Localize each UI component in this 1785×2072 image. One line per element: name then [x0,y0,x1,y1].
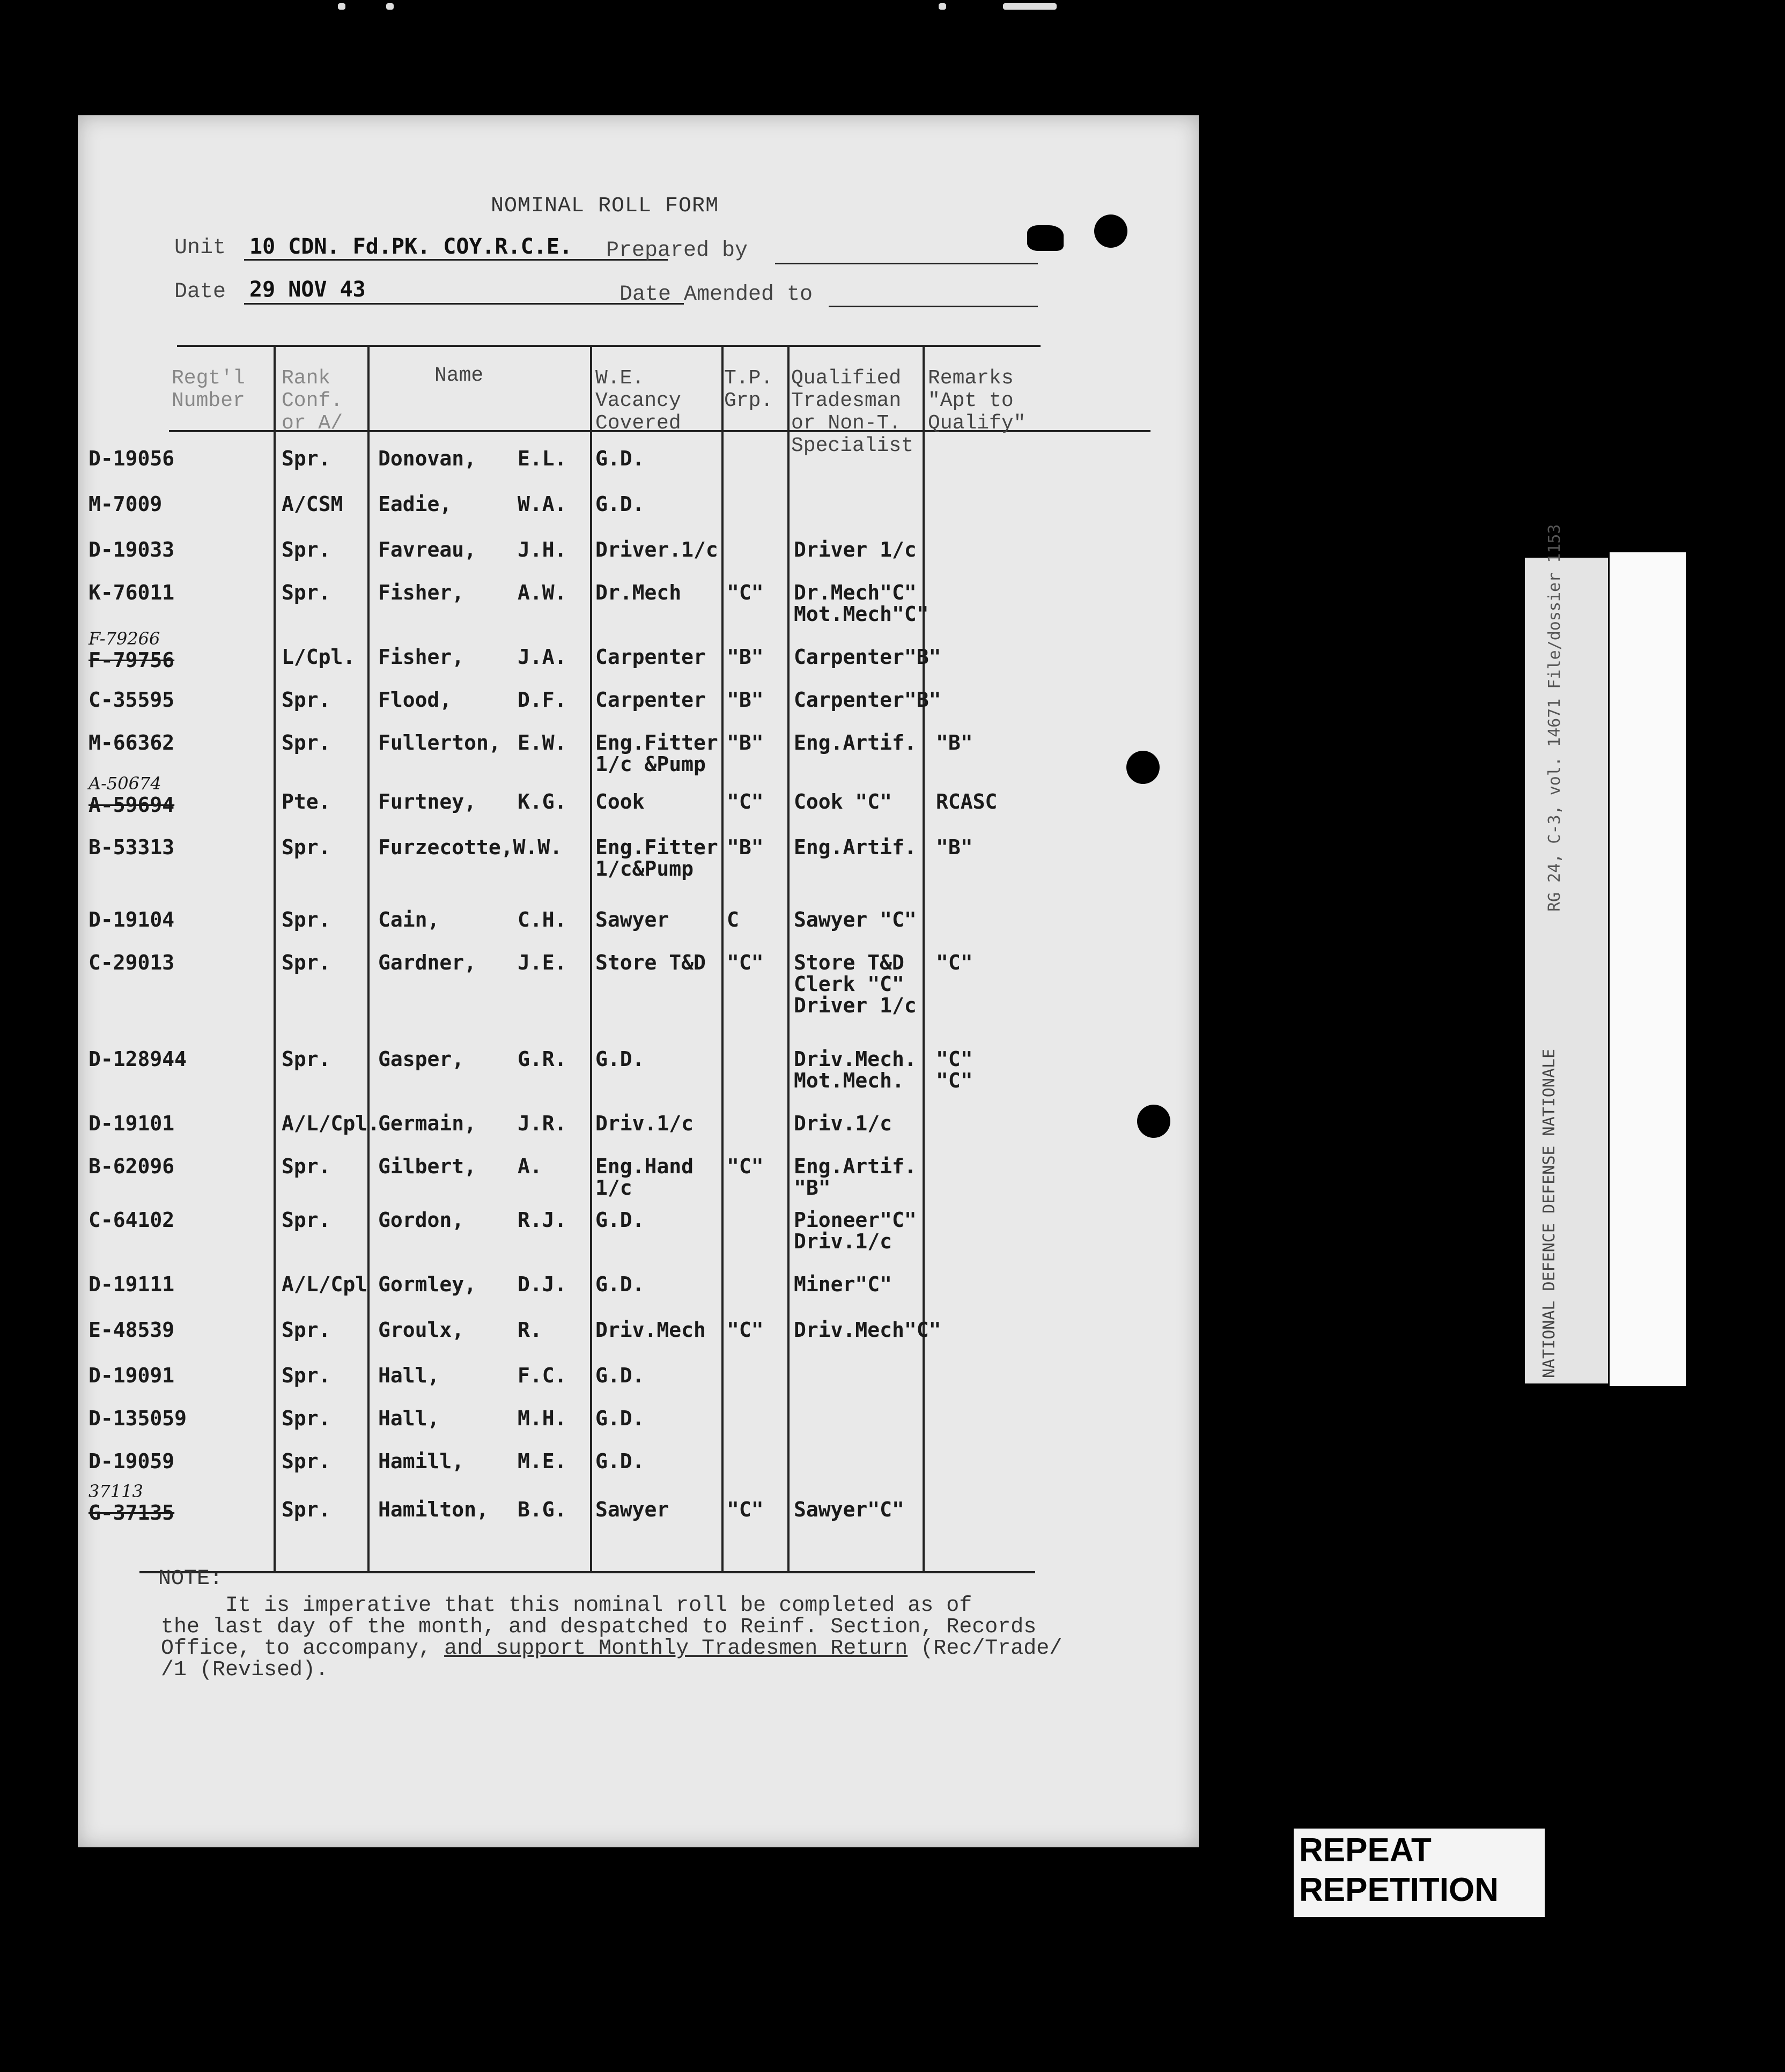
we-vacancy-cell: G.D. [595,1047,645,1071]
name-cell: Hall, [378,1407,440,1430]
date-amended-label: Date Amended to [619,283,813,307]
punch-hole [1094,214,1127,248]
regtl-number-cell: E-48539 [88,1318,175,1342]
we-vacancy-cell: Store T&D [595,951,706,974]
repeat-stamp-line2: REPETITION [1299,1871,1499,1908]
remarks-cell: "C" [936,951,973,974]
regtl-number-cell: D-19059 [88,1449,175,1473]
archive-label-strip [1525,524,1728,1386]
date-underline [244,303,684,305]
regtl-number-cell: D-19101 [88,1112,175,1135]
table-row [78,539,1199,582]
table-row [78,1481,1199,1542]
rank-cell: Spr. [282,538,331,561]
regtl-number-cell: D-128944 [88,1047,187,1071]
remarks-cell: "C" "C" [936,1047,973,1092]
tp-grp-cell: C [727,908,739,931]
name-cell: Gordon, [378,1208,464,1232]
regtl-number-cell: K-76011 [88,581,175,604]
regtl-number-cell: C-29013 [88,951,175,974]
regtl-number-cell [88,773,175,817]
qualified-cell: Sawyer"C" [794,1498,904,1521]
archive-reference: RG 24, C-3, vol. 14671 File/dossier 1153 [1545,524,1564,912]
unit-label: Unit [174,236,226,260]
remarks-cell: "B" [936,835,973,859]
initials-cell: B.G. [518,1498,567,1521]
regtl-number-cell [88,628,175,672]
regtl-number-cell: B-53313 [88,835,175,859]
rank-cell: A/L/Cpl [282,1272,368,1296]
we-vacancy-cell: Cook [595,790,645,813]
regtl-number-cell: D-19111 [88,1272,175,1296]
col-header-regtl-number: Regt'l Number [172,367,245,412]
regtl-number-cell [88,1481,175,1525]
col-header-tp-grp: T.P. Grp. [724,367,773,412]
table-row [78,732,1199,775]
initials-cell: M.H. [518,1407,567,1430]
qualified-cell: Eng.Artif. "B" [794,1155,917,1200]
we-vacancy-cell: G.D. [595,492,645,516]
nominal-roll-sheet [78,115,1199,1847]
rank-cell: Spr. [282,1407,331,1430]
name-cell: Germain, [378,1112,477,1135]
we-vacancy-cell: Eng.Fitter 1/c&Pump [595,835,718,880]
tp-grp-cell: "C" [727,1318,764,1342]
we-vacancy-cell: G.D. [595,1364,645,1387]
regtl-number-cell: B-62096 [88,1155,175,1178]
we-vacancy-cell: Driver.1/c [595,538,718,561]
initials-cell: J.A. [518,645,567,669]
handwritten-correction: A-50674 [88,773,161,794]
form-title: NOMINAL ROLL FORM [491,194,719,218]
department-label: NATIONAL DEFENCE DEFENSE NATIONALE [1540,1048,1559,1378]
name-cell: Favreau, [378,538,477,561]
table-row [78,628,1199,689]
table-row [78,1209,1199,1252]
name-cell: Hamill, [378,1449,464,1473]
rank-cell: Spr. [282,688,331,712]
tp-grp-cell: "C" [727,790,764,813]
rank-cell: Spr. [282,1155,331,1178]
archive-strip-left [1525,524,1608,1383]
tp-grp-cell: "B" [727,688,764,712]
name-cell: Cain, [378,908,440,931]
qualified-cell: Sawyer "C" [794,908,917,931]
regtl-number-cell: D-135059 [88,1407,187,1430]
name-cell: Fullerton, [378,731,501,754]
initials-cell: G.R. [518,1047,567,1071]
name-cell: Fisher, [378,581,464,604]
we-vacancy-cell: Sawyer [595,908,669,931]
note-label: NOTE: [158,1567,223,1591]
name-cell: Furtney, [378,790,477,813]
name-cell: Gilbert, [378,1155,477,1178]
rank-cell: A/L/Cpl. [282,1112,380,1135]
qualified-cell: Miner"C" [794,1272,893,1296]
we-vacancy-cell: Carpenter [595,688,706,712]
initials-cell: E.L. [518,447,567,470]
qualified-cell: Pioneer"C" Driv.1/c [794,1208,917,1253]
archive-strip-right [1610,552,1728,1386]
initials-cell: J.E. [518,951,567,974]
unit-value: 10 CDN. Fd.PK. COY.R.C.E. [249,234,573,259]
name-cell: Hamilton, [378,1498,489,1521]
qualified-cell: Driv.1/c [794,1112,893,1135]
tp-grp-cell: "B" [727,731,764,754]
name-cell: Flood, [378,688,452,712]
rank-cell: Spr. [282,1498,331,1521]
initials-cell: C.H. [518,908,567,931]
table-row [78,1451,1199,1493]
prepared-by-label: Prepared by [606,239,748,263]
rank-cell: Spr. [282,581,331,604]
handwritten-correction: 37113 [88,1481,143,1501]
table-row [78,773,1199,834]
rank-cell: Spr. [282,1047,331,1071]
rank-cell: Spr. [282,1449,331,1473]
tp-grp-cell: "B" [727,835,764,859]
we-vacancy-cell: G.D. [595,447,645,470]
col-header-rank: Rank Conf. or A/ [282,367,343,435]
struck-regtl-number: A-59694 [88,793,175,817]
archives-name: National Archives of Canada Archives nationales du Canada [1704,581,1728,1134]
tp-grp-cell: "B" [727,645,764,669]
regtl-number-cell: D-19033 [88,538,175,561]
date-label: Date [174,280,226,304]
table-row [78,1365,1199,1408]
col-header-we-vacancy: W.E. Vacancy Covered [595,367,681,435]
remarks-cell: RCASC [936,790,998,813]
name-cell: Hall, [378,1364,440,1387]
regtl-number-cell: D-19104 [88,908,175,931]
name-cell: Eadie, [378,492,452,516]
table-row [78,493,1199,536]
rank-cell: Pte. [282,790,331,813]
we-vacancy-cell: Driv.1/c [595,1112,694,1135]
rank-cell: Spr. [282,835,331,859]
table-row [78,1113,1199,1156]
regtl-number-cell: M-66362 [88,731,175,754]
regtl-number-cell: C-64102 [88,1208,175,1232]
table-row [78,951,1199,1017]
table-row [78,909,1199,952]
date-value: 29 NOV 43 [249,277,366,302]
initials-cell: J.H. [518,538,567,561]
qualified-cell: Driver 1/c [794,538,917,561]
rank-cell: Spr. [282,1364,331,1387]
initials-cell: M.E. [518,1449,567,1473]
qualified-cell: Driv.Mech"C" [794,1318,941,1342]
tp-grp-cell: "C" [727,1498,764,1521]
regtl-number-cell: M-7009 [88,492,163,516]
qualified-cell: Carpenter"B" [794,688,941,712]
handwritten-correction: F-79266 [88,628,160,649]
rank-cell: Spr. [282,731,331,754]
qualified-cell: Cook "C" [794,790,893,813]
prepared-by-field [775,263,1038,264]
table-row [78,1048,1199,1091]
note-text-underlined: and support Monthly Tradesmen Return [444,1637,908,1661]
qualified-cell: Store T&D Clerk "C" Driver 1/c [794,951,917,1017]
repeat-stamp-line1: REPEAT [1299,1832,1432,1869]
name-cell: Furzecotte,W.W. [378,835,563,859]
rank-cell: Spr. [282,908,331,931]
qualified-cell: Dr.Mech"C" Mot.Mech"C" [794,581,929,626]
qualified-cell: Driv.Mech. Mot.Mech. [794,1047,917,1092]
rank-cell: Spr. [282,1318,331,1342]
initials-cell: F.C. [518,1364,567,1387]
initials-cell: D.J. [518,1272,567,1296]
rank-cell: Spr. [282,951,331,974]
initials-cell: D.F. [518,688,567,712]
we-vacancy-cell: Eng.Fitter 1/c &Pump [595,731,718,776]
unit-underline [244,259,668,261]
table-row [78,448,1199,491]
col-header-remarks: Remarks "Apt to Qualify" [928,367,1026,435]
ink-mark [1027,225,1064,251]
tp-grp-cell: "C" [727,951,764,974]
table-row [78,1319,1199,1362]
initials-cell: R. [518,1318,542,1342]
name-cell: Groulx, [378,1318,464,1342]
name-cell: Gormley, [378,1272,477,1296]
we-vacancy-cell: Eng.Hand 1/c [595,1155,694,1200]
film-edge-marks [333,0,1062,16]
rank-cell: Spr. [282,1208,331,1232]
struck-regtl-number: G-37135 [88,1501,175,1525]
we-vacancy-cell: Driv.Mech [595,1318,706,1342]
we-vacancy-cell: G.D. [595,1407,645,1430]
table-row [78,1156,1199,1198]
regtl-number-cell: C-35595 [88,688,175,712]
initials-cell: J.R. [518,1112,567,1135]
rank-cell: L/Cpl. [282,645,356,669]
table-row [78,582,1199,625]
remarks-cell: "B" [936,731,973,754]
qualified-cell: Eng.Artif. [794,835,917,859]
note-text-part: It is imperative that this nominal roll be completed as of the last day of the month, and despatched to Reinf. Section, Records Office, to accompany, [161,1594,1037,1661]
initials-cell: E.W. [518,731,567,754]
qualified-cell: Carpenter"B" [794,645,941,669]
we-vacancy-cell: Sawyer [595,1498,669,1521]
col-header-qualified: Qualified Tradesman or Non-T. Specialist [791,367,914,457]
qualified-cell: Eng.Artif. [794,731,917,754]
table-row [78,837,1199,879]
initials-cell: A.W. [518,581,567,604]
we-vacancy-cell: G.D. [595,1272,645,1296]
regtl-number-cell: D-19091 [88,1364,175,1387]
name-cell: Gardner, [378,951,477,974]
table-row [78,1274,1199,1316]
we-vacancy-cell: G.D. [595,1449,645,1473]
col-header-name: Name [434,364,484,387]
rank-cell: Spr. [282,447,331,470]
initials-cell: K.G. [518,790,567,813]
we-vacancy-cell: Dr.Mech [595,581,682,604]
date-amended-field [829,306,1038,307]
tp-grp-cell: "C" [727,1155,764,1178]
initials-cell: A. [518,1155,542,1178]
note-text [161,1595,1180,1681]
rank-cell: A/CSM [282,492,343,516]
table-row [78,1408,1199,1451]
name-cell: Gasper, [378,1047,464,1071]
we-vacancy-cell: Carpenter [595,645,706,669]
note-text-part: (Rec/Trade/ /1 (Revised). [161,1637,1063,1682]
repeat-stamp [1294,1829,1545,1917]
table-top-rule [177,345,1041,347]
tp-grp-cell: "C" [727,581,764,604]
struck-regtl-number: F-79756 [88,648,175,672]
table-row [78,689,1199,732]
initials-cell: R.J. [518,1208,567,1232]
we-vacancy-cell: G.D. [595,1208,645,1232]
initials-cell: W.A. [518,492,567,516]
name-cell: Donovan, [378,447,477,470]
regtl-number-cell: D-19056 [88,447,175,470]
name-cell: Fisher, [378,645,464,669]
